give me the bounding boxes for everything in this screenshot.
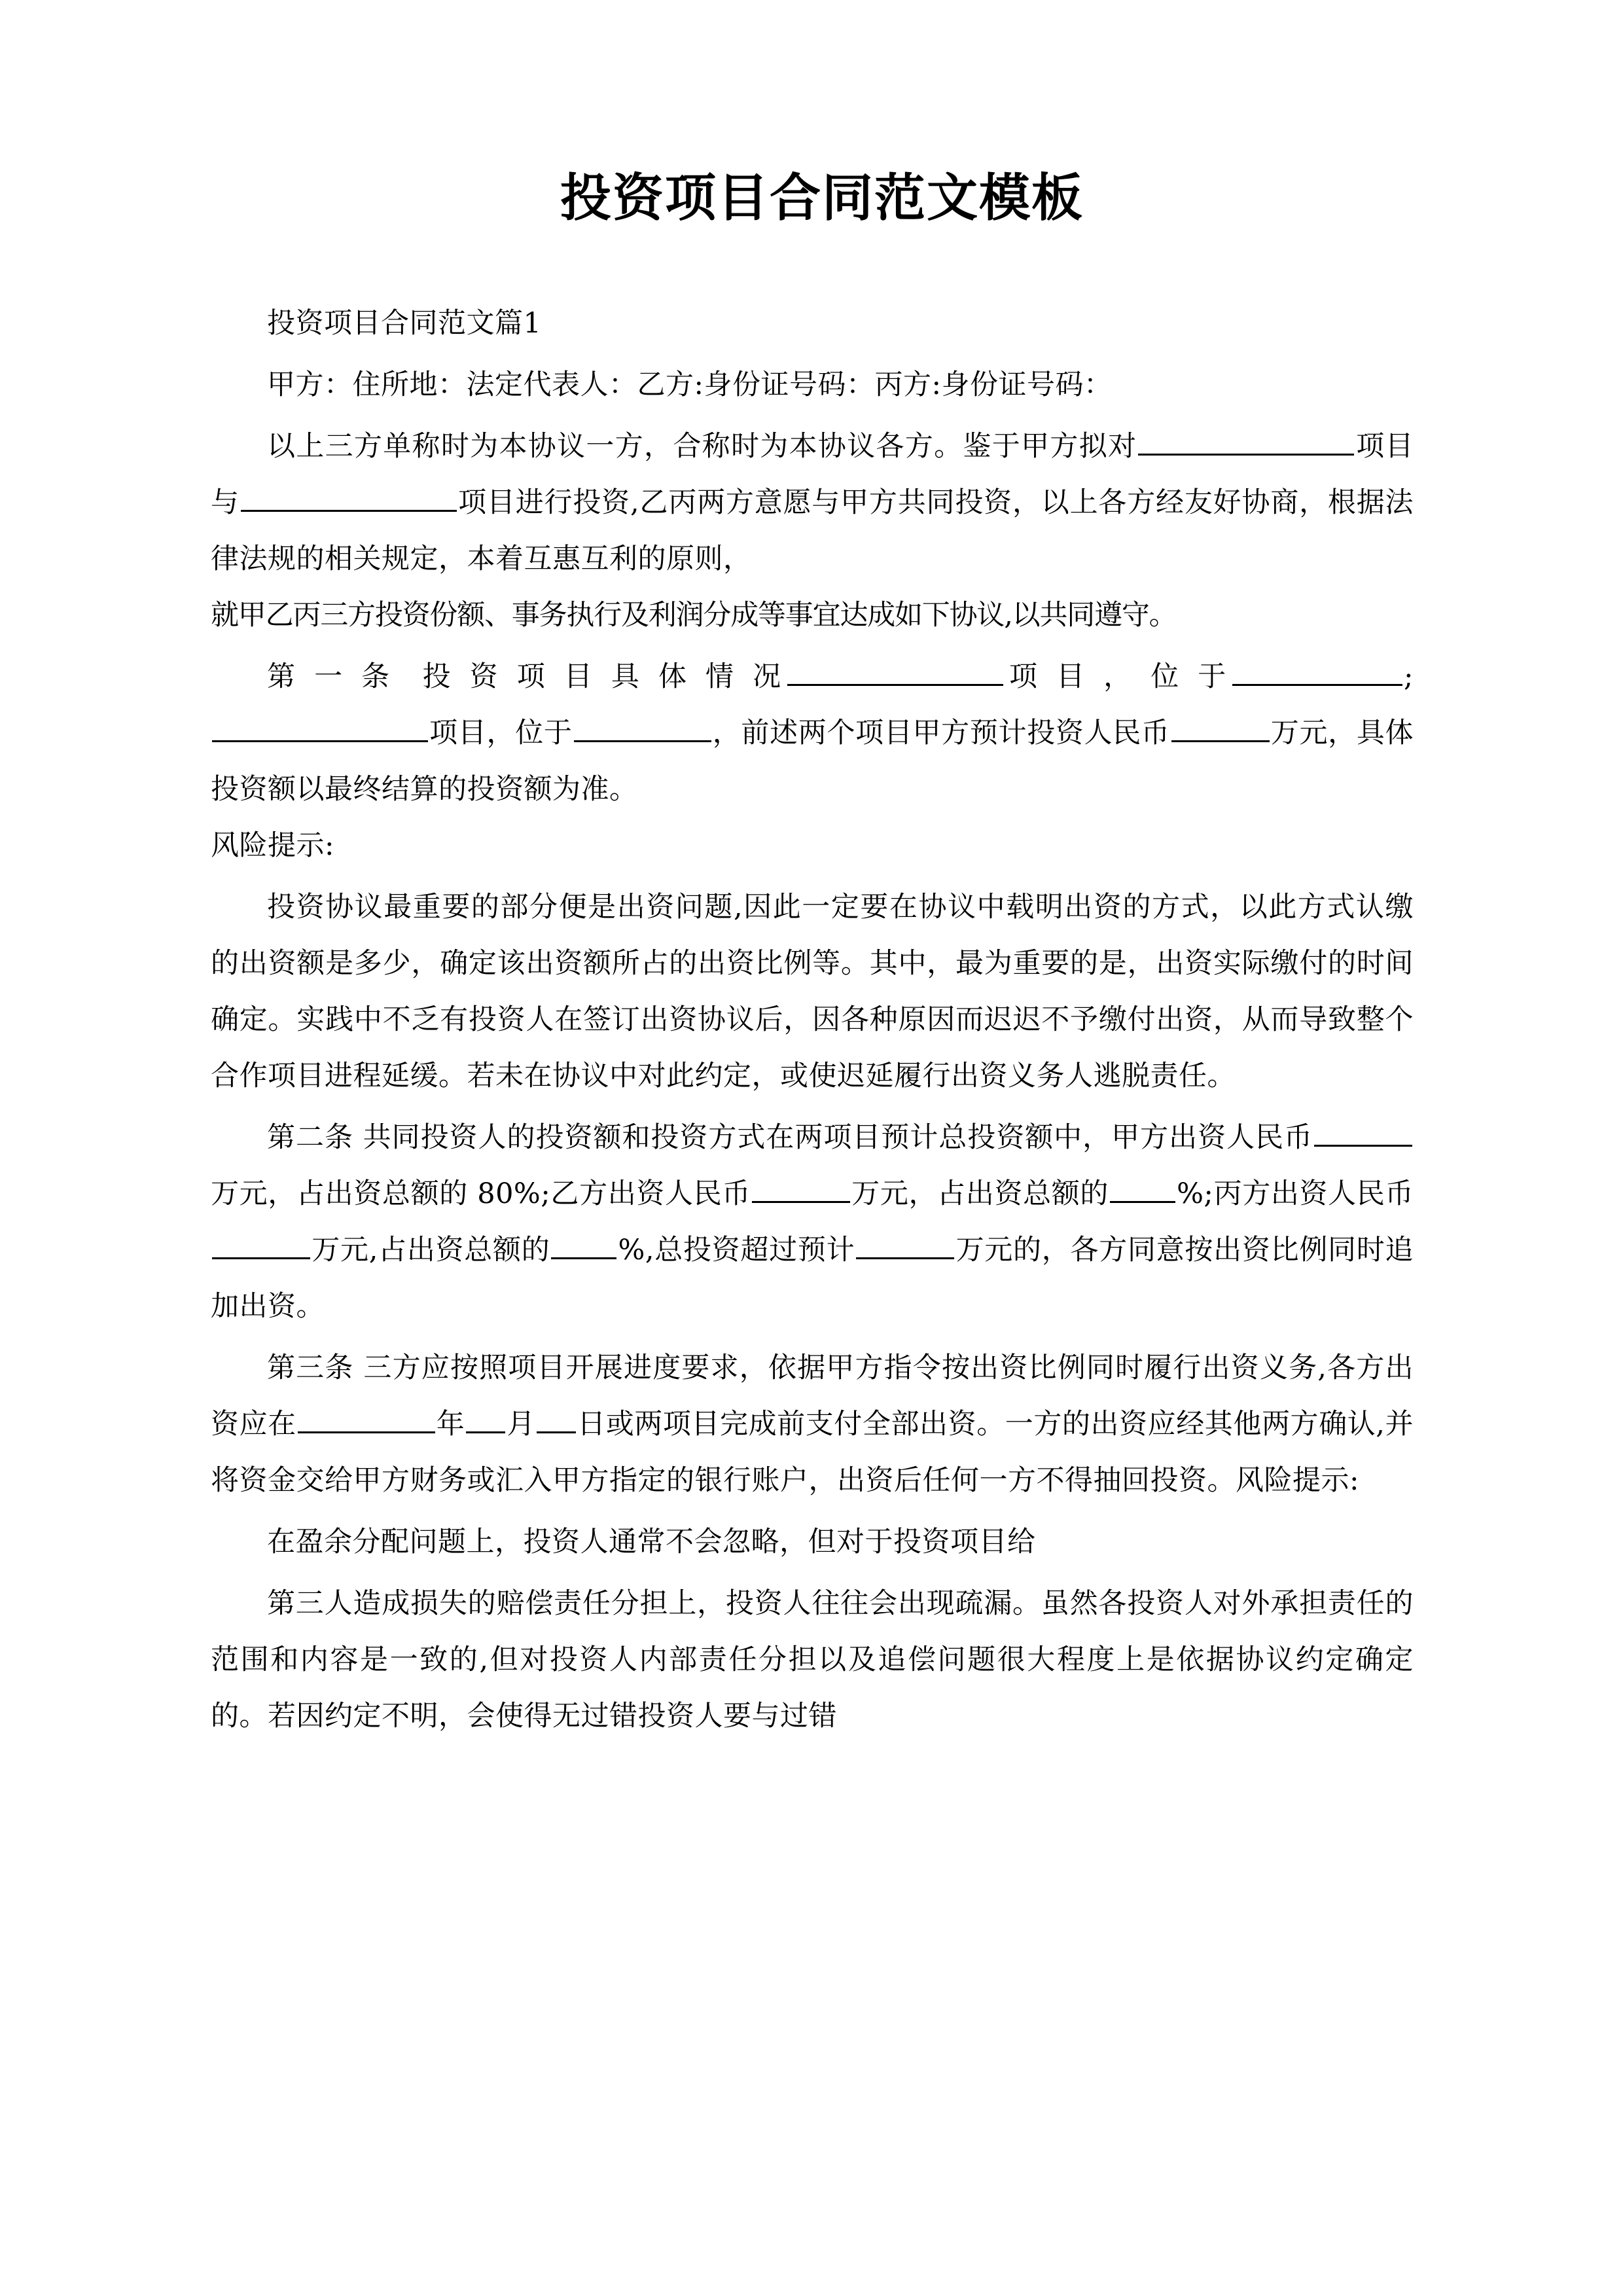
blank-field[interactable] [1314,1116,1412,1147]
article-2-text6: %,总投资超过预计 [618,1234,855,1267]
article-1-text6: 万元，具体投资额以最终结算的投资额为准。 [211,717,1414,806]
parties-line: 甲方：住所地：法定代表人：乙方:身份证号码：丙方:身份证号码： [267,368,1113,402]
preamble-part3: 项目进行投资,乙丙两方意愿与甲方共同投资，以上各方经友好协商，根据法律法规的相关规定，本着互惠互利的原则， [211,486,1414,576]
article-1-text2: 项 目 ， 位 于 [1004,660,1231,694]
blank-field[interactable] [1171,711,1270,742]
article-3-text1: 三方应按照项目开展进度要求，依据甲方指令按出资比例同时履行出资义务,各方出资应在 [211,1352,1414,1441]
article-1-text5: ，前述两个项目甲方预计投资人民币 [712,717,1170,750]
blank-field[interactable] [298,1403,435,1433]
article-2-paragraph [211,1109,1414,1335]
article-2-text4: %;丙方出资人民币 [1177,1177,1414,1211]
article-3-text3: 月 [507,1408,536,1441]
blank-field[interactable] [466,1403,505,1433]
article-2-text3: 万元，占出资总额的 [851,1177,1109,1211]
article-3-text4: 日或两项目完成前支付全部出资。一方的出资应经其他两方确认,并将资金交给甲方财务或汇入甲方指定的银行账户，出资后任何一方不得抽回投资。风险提示: [211,1408,1414,1498]
article-2-text5: 万元,占出资总额的 [312,1234,550,1267]
closing-paragraph-2: 第三人造成损失的赔偿责任分担上，投资人往往会出现疏漏。虽然各投资人对外承担责任的范围和内容是一致的,但对投资人内部责任分担以及追偿问题很大程度上是依据协议约定确定的。若因约定不明，会使得无过错投资人要与过错 [211,1587,1414,1733]
preamble-paragraph-end: 就甲乙丙三方投资份额、事务执行及利润分成等事宜达成如下协议,以共同遵守。 [211,599,1177,632]
blank-field[interactable] [212,1229,310,1259]
blank-field[interactable] [1138,425,1354,456]
blank-field[interactable] [212,711,428,742]
article-1-paragraph [211,649,1414,817]
page-title: 投资项目合同范文模板 [560,168,1084,228]
blank-field[interactable] [856,1229,954,1259]
article-1-text3: ; [1403,660,1414,694]
article-3-label: 第三条 [267,1352,354,1385]
risk-notice-1: 风险提示: [211,829,334,863]
article-3-text2: 年 [436,1408,465,1441]
blank-field[interactable] [1110,1172,1175,1203]
blank-field[interactable] [1232,655,1402,686]
preamble-paragraph [211,418,1414,587]
blank-field[interactable] [537,1403,576,1433]
document-content [211,164,1414,1744]
blank-field[interactable] [574,711,711,742]
section-heading: 投资项目合同范文篇1 [267,307,542,340]
article-2-text2: 万元，占出资总额的 80%;乙方出资人民币 [211,1177,751,1211]
article-2-label: 第二条 [267,1121,353,1155]
closing-paragraph-1: 在盈余分配问题上，投资人通常不会忽略，但对于投资项目给 [267,1526,1036,1559]
preamble-part2: 项目与 [211,430,1414,520]
preamble-part1: 以上三方单称时为本协议一方，合称时为本协议各方。鉴于甲方拟对 [267,430,1137,463]
risk-body-1: 投资协议最重要的部分便是出资问题,因此一定要在协议中载明出资的方式，以此方式认缴的出资额是多少，确定该出资额所占的出资比例等。其中，最为重要的是，出资实际缴付的时间确定。实践中不乏有投资人在签订出资协议后，因各种原因而迟迟不予缴付出资，从而导致整个合作项目进程延缓。若未在协议中对此约定，或使迟延履行出资义务人逃脱责任。 [211,891,1414,1093]
article-1-label: 第 一 条 [267,660,395,694]
article-1-text1: 投 资 项 目 具 体 情 况 [422,660,786,694]
blank-field[interactable] [752,1172,850,1203]
article-2-text7: 万元的，各方同意按出资比例同时追加出资。 [211,1234,1414,1323]
blank-field[interactable] [787,655,1003,686]
article-1-text4: 项目，位于 [429,717,573,750]
article-3-paragraph [211,1340,1414,1509]
article-2-text1: 共同投资人的投资额和投资方式在两项目预计总投资额中，甲方出资人民币 [363,1121,1313,1155]
blank-field[interactable] [241,481,457,512]
blank-field[interactable] [551,1229,616,1259]
